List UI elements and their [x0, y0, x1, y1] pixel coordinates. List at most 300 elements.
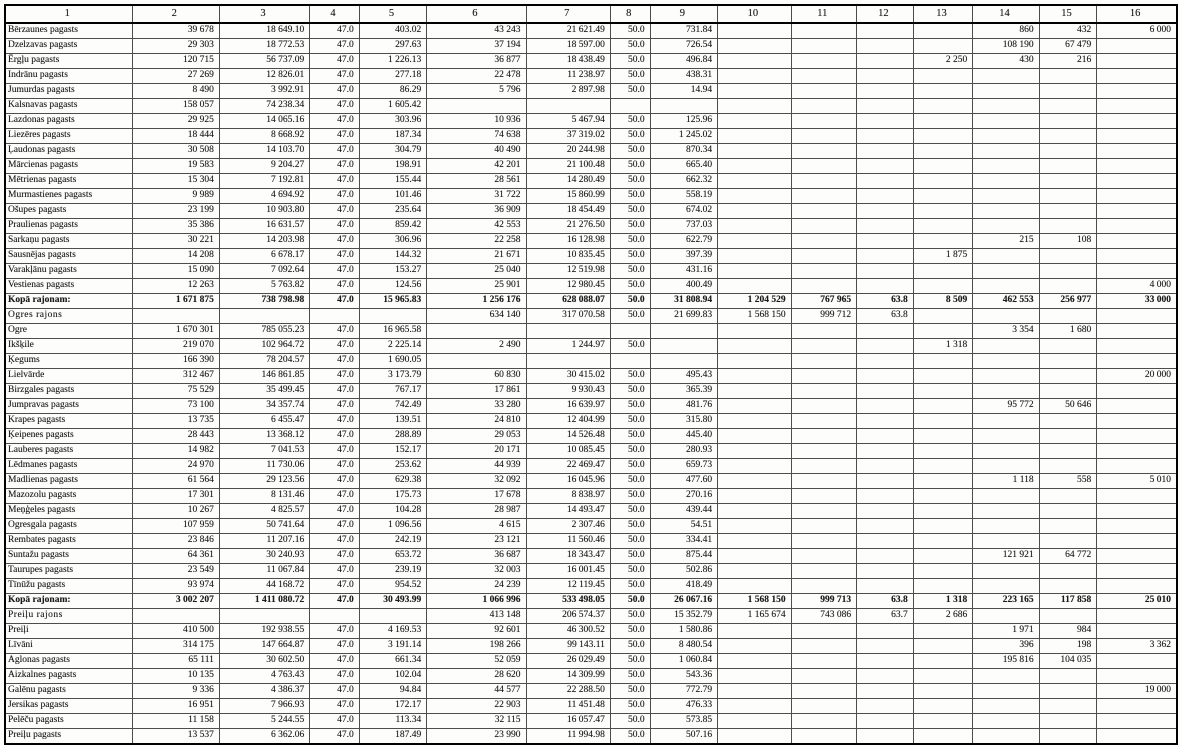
table-cell	[1039, 444, 1097, 459]
table-cell: 166 390	[132, 354, 219, 369]
table-cell	[791, 129, 857, 144]
table-cell: 50.0	[610, 534, 650, 549]
table-cell	[1097, 114, 1177, 129]
table-cell	[718, 654, 791, 669]
table-cell: 1 096.56	[359, 519, 427, 534]
table-cell: 50.0	[610, 429, 650, 444]
row-label: Lauberes pagasts	[5, 444, 132, 459]
table-cell	[791, 714, 857, 729]
table-row	[5, 639, 1177, 654]
table-cell	[718, 174, 791, 189]
table-cell: 860	[973, 23, 1039, 39]
table-cell: 27 269	[132, 69, 219, 84]
table-row	[5, 23, 1177, 39]
table-cell	[1039, 204, 1097, 219]
table-cell: 403.02	[359, 23, 427, 39]
row-label: Birzgales pagasts	[5, 384, 132, 399]
table-cell: 50.0	[610, 189, 650, 204]
table-cell: 95 772	[973, 399, 1039, 414]
table-cell: 124.56	[359, 279, 427, 294]
table-cell	[913, 39, 973, 54]
table-cell: 108	[1039, 234, 1097, 249]
table-cell	[973, 99, 1039, 114]
table-cell	[791, 249, 857, 264]
table-cell: 738 798.98	[219, 294, 309, 309]
table-cell	[973, 249, 1039, 264]
table-cell: 1 165 674	[718, 609, 791, 624]
table-cell: 445.40	[650, 429, 718, 444]
table-cell	[913, 714, 973, 729]
column-header-16: 16	[1097, 5, 1177, 23]
table-cell	[913, 264, 973, 279]
table-cell	[791, 624, 857, 639]
table-cell	[1039, 564, 1097, 579]
table-cell: 216	[1039, 54, 1097, 69]
table-row	[5, 384, 1177, 399]
table-cell	[1097, 489, 1177, 504]
table-cell: 3 002 207	[132, 594, 219, 609]
table-cell	[791, 384, 857, 399]
table-cell	[857, 99, 914, 114]
table-cell	[1039, 129, 1097, 144]
table-cell	[1039, 504, 1097, 519]
table-cell	[718, 54, 791, 69]
table-cell	[1039, 714, 1097, 729]
table-cell	[1097, 39, 1177, 54]
table-cell	[427, 324, 526, 339]
table-cell: 21 621.49	[526, 23, 610, 39]
table-cell: 18 438.49	[526, 54, 610, 69]
column-header-14: 14	[973, 5, 1039, 23]
table-cell	[718, 114, 791, 129]
table-cell	[857, 654, 914, 669]
table-cell: 47.0	[310, 699, 360, 714]
table-row	[5, 159, 1177, 174]
table-cell	[650, 99, 718, 114]
table-cell: 400.49	[650, 279, 718, 294]
table-cell: 15 352.79	[650, 609, 718, 624]
table-cell: 23 846	[132, 534, 219, 549]
table-cell: 50.0	[610, 564, 650, 579]
table-cell	[718, 699, 791, 714]
table-cell: 726.54	[650, 39, 718, 54]
table-cell: 29 053	[427, 429, 526, 444]
table-cell: 50.0	[610, 204, 650, 219]
table-cell	[718, 729, 791, 745]
row-label: Kalsnavas pagasts	[5, 99, 132, 114]
table-cell	[791, 159, 857, 174]
table-cell	[1039, 174, 1097, 189]
table-cell: 1 060.84	[650, 654, 718, 669]
table-cell: 28 561	[427, 174, 526, 189]
table-cell	[310, 309, 360, 324]
row-label: Meņģeles pagasts	[5, 504, 132, 519]
table-cell: 50.0	[610, 54, 650, 69]
table-cell: 2 490	[427, 339, 526, 354]
table-cell: 11 560.46	[526, 534, 610, 549]
table-cell: 120 715	[132, 54, 219, 69]
table-cell: 102 964.72	[219, 339, 309, 354]
table-cell: 65 111	[132, 654, 219, 669]
column-header-3: 3	[219, 5, 309, 23]
table-cell: 223 165	[973, 594, 1039, 609]
table-row	[5, 99, 1177, 114]
table-cell	[1039, 414, 1097, 429]
table-cell	[791, 729, 857, 745]
table-cell: 36 877	[427, 54, 526, 69]
table-cell	[913, 234, 973, 249]
table-cell	[857, 234, 914, 249]
table-cell: 1 226.13	[359, 54, 427, 69]
row-label: Ērgļu pagasts	[5, 54, 132, 69]
row-label: Mētrienas pagasts	[5, 174, 132, 189]
table-cell: 18 343.47	[526, 549, 610, 564]
table-cell	[718, 714, 791, 729]
table-cell	[1039, 309, 1097, 324]
table-cell	[1039, 429, 1097, 444]
table-cell: 101.46	[359, 189, 427, 204]
table-cell: 256 977	[1039, 294, 1097, 309]
row-label: Preiļu rajons	[5, 609, 132, 624]
table-cell	[1097, 384, 1177, 399]
table-cell: 2 307.46	[526, 519, 610, 534]
table-cell: 3 992.91	[219, 84, 309, 99]
table-cell	[1039, 249, 1097, 264]
table-cell	[1039, 534, 1097, 549]
table-cell	[913, 279, 973, 294]
table-cell	[791, 264, 857, 279]
table-cell	[1097, 399, 1177, 414]
table-cell: 410 500	[132, 624, 219, 639]
table-cell	[718, 23, 791, 39]
table-cell	[857, 204, 914, 219]
table-cell: 47.0	[310, 129, 360, 144]
table-cell	[913, 354, 973, 369]
table-row	[5, 729, 1177, 745]
table-cell	[718, 384, 791, 399]
table-cell: 1 690.05	[359, 354, 427, 369]
table-cell: 659.73	[650, 459, 718, 474]
table-cell: 50.0	[610, 639, 650, 654]
table-cell	[1097, 309, 1177, 324]
table-cell: 7 092.64	[219, 264, 309, 279]
row-label: Ošupes pagasts	[5, 204, 132, 219]
table-cell: 785 055.23	[219, 324, 309, 339]
table-row	[5, 129, 1177, 144]
table-cell	[791, 669, 857, 684]
table-cell: 533 498.05	[526, 594, 610, 609]
table-cell: 1 118	[973, 474, 1039, 489]
table-cell: 8 668.92	[219, 129, 309, 144]
table-cell: 6 362.06	[219, 729, 309, 745]
row-label: Indrānu pagasts	[5, 69, 132, 84]
table-cell: 431.16	[650, 264, 718, 279]
table-cell	[1097, 654, 1177, 669]
table-cell	[857, 339, 914, 354]
table-cell: 628 088.07	[526, 294, 610, 309]
table-cell: 47.0	[310, 669, 360, 684]
table-cell	[857, 174, 914, 189]
table-cell	[1039, 369, 1097, 384]
table-cell	[913, 324, 973, 339]
table-cell	[1039, 84, 1097, 99]
table-cell: 16 965.58	[359, 324, 427, 339]
row-label: Sausnējas pagasts	[5, 249, 132, 264]
table-cell: 22 903	[427, 699, 526, 714]
table-cell: 153.27	[359, 264, 427, 279]
row-label: Madlienas pagasts	[5, 474, 132, 489]
table-cell	[427, 354, 526, 369]
table-cell: 1 605.42	[359, 99, 427, 114]
table-cell: 36 687	[427, 549, 526, 564]
table-cell: 502.86	[650, 564, 718, 579]
row-label: Lazdonas pagasts	[5, 114, 132, 129]
table-cell: 50.0	[610, 669, 650, 684]
table-cell	[791, 654, 857, 669]
table-cell: 47.0	[310, 489, 360, 504]
table-cell	[610, 324, 650, 339]
column-header-2: 2	[132, 5, 219, 23]
table-cell	[791, 219, 857, 234]
table-cell	[913, 189, 973, 204]
financial-table	[4, 4, 1178, 745]
table-cell: 18 772.53	[219, 39, 309, 54]
table-cell: 50.0	[610, 69, 650, 84]
table-cell	[973, 564, 1039, 579]
table-cell: 767 965	[791, 294, 857, 309]
table-cell	[1039, 699, 1097, 714]
table-cell	[1097, 54, 1177, 69]
table-cell	[610, 354, 650, 369]
table-cell	[913, 309, 973, 324]
table-cell	[718, 534, 791, 549]
table-cell: 29 925	[132, 114, 219, 129]
table-cell: 107 959	[132, 519, 219, 534]
table-cell	[913, 459, 973, 474]
table-cell	[913, 504, 973, 519]
table-cell: 432	[1039, 23, 1097, 39]
table-cell	[973, 459, 1039, 474]
table-cell: 737.03	[650, 219, 718, 234]
table-cell: 24 810	[427, 414, 526, 429]
table-cell: 50.0	[610, 519, 650, 534]
table-cell: 50.0	[610, 294, 650, 309]
table-cell	[791, 174, 857, 189]
table-cell	[857, 549, 914, 564]
table-cell: 9 204.27	[219, 159, 309, 174]
table-cell	[913, 144, 973, 159]
row-label: Lēdmanes pagasts	[5, 459, 132, 474]
table-cell: 50.0	[610, 129, 650, 144]
table-cell: 306.96	[359, 234, 427, 249]
table-cell: 29 303	[132, 39, 219, 54]
table-row	[5, 414, 1177, 429]
table-cell: 1 568 150	[718, 594, 791, 609]
table-cell	[718, 519, 791, 534]
table-cell: 1 568 150	[718, 309, 791, 324]
table-cell	[913, 489, 973, 504]
table-cell	[857, 69, 914, 84]
table-cell: 195 816	[973, 654, 1039, 669]
table-cell: 15 860.99	[526, 189, 610, 204]
table-cell	[913, 474, 973, 489]
table-cell: 314 175	[132, 639, 219, 654]
table-cell: 43 243	[427, 23, 526, 39]
table-cell: 3 191.14	[359, 639, 427, 654]
table-cell: 47.0	[310, 204, 360, 219]
table-cell: 23 990	[427, 729, 526, 745]
row-label: Jumurdas pagasts	[5, 84, 132, 99]
table-row	[5, 549, 1177, 564]
table-cell: 12 519.98	[526, 264, 610, 279]
table-cell: 5 796	[427, 84, 526, 99]
table-cell	[1039, 114, 1097, 129]
table-cell: 47.0	[310, 369, 360, 384]
table-cell: 3 354	[973, 324, 1039, 339]
table-cell: 47.0	[310, 114, 360, 129]
table-cell	[718, 354, 791, 369]
table-cell	[718, 369, 791, 384]
column-header-5: 5	[359, 5, 427, 23]
table-cell	[857, 264, 914, 279]
table-cell	[718, 474, 791, 489]
column-header-4: 4	[310, 5, 360, 23]
table-cell	[791, 399, 857, 414]
table-cell	[913, 684, 973, 699]
row-label: Ķeipenes pagasts	[5, 429, 132, 444]
table-cell	[718, 549, 791, 564]
table-cell: 47.0	[310, 39, 360, 54]
table-cell: 19 583	[132, 159, 219, 174]
table-cell	[1097, 699, 1177, 714]
table-cell	[1039, 144, 1097, 159]
table-cell: 31 722	[427, 189, 526, 204]
row-label: Jersikas pagasts	[5, 699, 132, 714]
table-cell	[973, 444, 1039, 459]
table-cell: 47.0	[310, 399, 360, 414]
table-cell: 50.0	[610, 384, 650, 399]
table-cell: 1 670 301	[132, 324, 219, 339]
table-cell	[913, 699, 973, 714]
table-cell	[718, 489, 791, 504]
table-cell	[718, 414, 791, 429]
row-label: Ogres rajons	[5, 309, 132, 324]
table-row	[5, 39, 1177, 54]
table-cell: 26 067.16	[650, 594, 718, 609]
table-cell	[913, 414, 973, 429]
table-cell	[718, 564, 791, 579]
table-cell: 47.0	[310, 189, 360, 204]
table-cell: 30 415.02	[526, 369, 610, 384]
table-cell: 50.0	[610, 579, 650, 594]
row-label: Bērzaunes pagasts	[5, 23, 132, 39]
table-cell	[1097, 519, 1177, 534]
table-cell: 653.72	[359, 549, 427, 564]
table-cell: 50.0	[610, 114, 650, 129]
column-header-11: 11	[791, 5, 857, 23]
table-cell	[718, 684, 791, 699]
table-cell	[913, 159, 973, 174]
table-cell: 47.0	[310, 714, 360, 729]
table-cell	[1097, 219, 1177, 234]
table-row	[5, 189, 1177, 204]
column-header-10: 10	[718, 5, 791, 23]
table-cell	[718, 429, 791, 444]
table-cell: 198	[1039, 639, 1097, 654]
table-cell: 1 875	[913, 249, 973, 264]
table-row	[5, 234, 1177, 249]
table-cell: 1 244.97	[526, 339, 610, 354]
table-cell: 954.52	[359, 579, 427, 594]
table-cell: 47.0	[310, 144, 360, 159]
table-cell	[427, 99, 526, 114]
table-cell: 32 003	[427, 564, 526, 579]
table-cell: 1 318	[913, 594, 973, 609]
table-cell	[913, 624, 973, 639]
table-cell: 47.0	[310, 54, 360, 69]
table-cell: 11 994.98	[526, 729, 610, 745]
table-cell	[718, 129, 791, 144]
table-cell: 10 903.80	[219, 204, 309, 219]
table-cell: 50.0	[610, 264, 650, 279]
table-cell: 39 678	[132, 23, 219, 39]
table-cell: 47.0	[310, 624, 360, 639]
table-cell: 46 300.52	[526, 624, 610, 639]
table-cell: 14.94	[650, 84, 718, 99]
table-cell	[791, 99, 857, 114]
table-cell: 32 115	[427, 714, 526, 729]
table-cell	[973, 189, 1039, 204]
table-cell	[1097, 354, 1177, 369]
table-cell	[1039, 489, 1097, 504]
table-cell: 9 336	[132, 684, 219, 699]
table-cell: 15 965.83	[359, 294, 427, 309]
table-cell: 21 100.48	[526, 159, 610, 174]
table-cell: 94.84	[359, 684, 427, 699]
table-cell	[973, 129, 1039, 144]
table-cell: 24 239	[427, 579, 526, 594]
table-cell: 47.0	[310, 99, 360, 114]
table-cell	[1097, 549, 1177, 564]
table-cell	[857, 159, 914, 174]
table-cell: 50.0	[610, 489, 650, 504]
table-cell: 253.62	[359, 459, 427, 474]
table-cell: 47.0	[310, 264, 360, 279]
table-cell	[791, 84, 857, 99]
table-cell: 50.0	[610, 474, 650, 489]
table-cell: 47.0	[310, 84, 360, 99]
table-cell: 4 000	[1097, 279, 1177, 294]
column-header-9: 9	[650, 5, 718, 23]
row-label: Murmastienes pagasts	[5, 189, 132, 204]
table-cell	[791, 684, 857, 699]
table-row	[5, 504, 1177, 519]
table-cell: 481.76	[650, 399, 718, 414]
table-cell: 47.0	[310, 519, 360, 534]
row-label: Rembates pagasts	[5, 534, 132, 549]
table-cell	[791, 279, 857, 294]
table-cell	[718, 324, 791, 339]
table-row	[5, 399, 1177, 414]
table-cell	[913, 579, 973, 594]
section-header-row	[5, 609, 1177, 624]
table-cell: 47.0	[310, 69, 360, 84]
table-cell: 665.40	[650, 159, 718, 174]
column-header-8: 8	[610, 5, 650, 23]
table-cell	[1097, 324, 1177, 339]
table-cell	[718, 579, 791, 594]
table-cell	[857, 324, 914, 339]
